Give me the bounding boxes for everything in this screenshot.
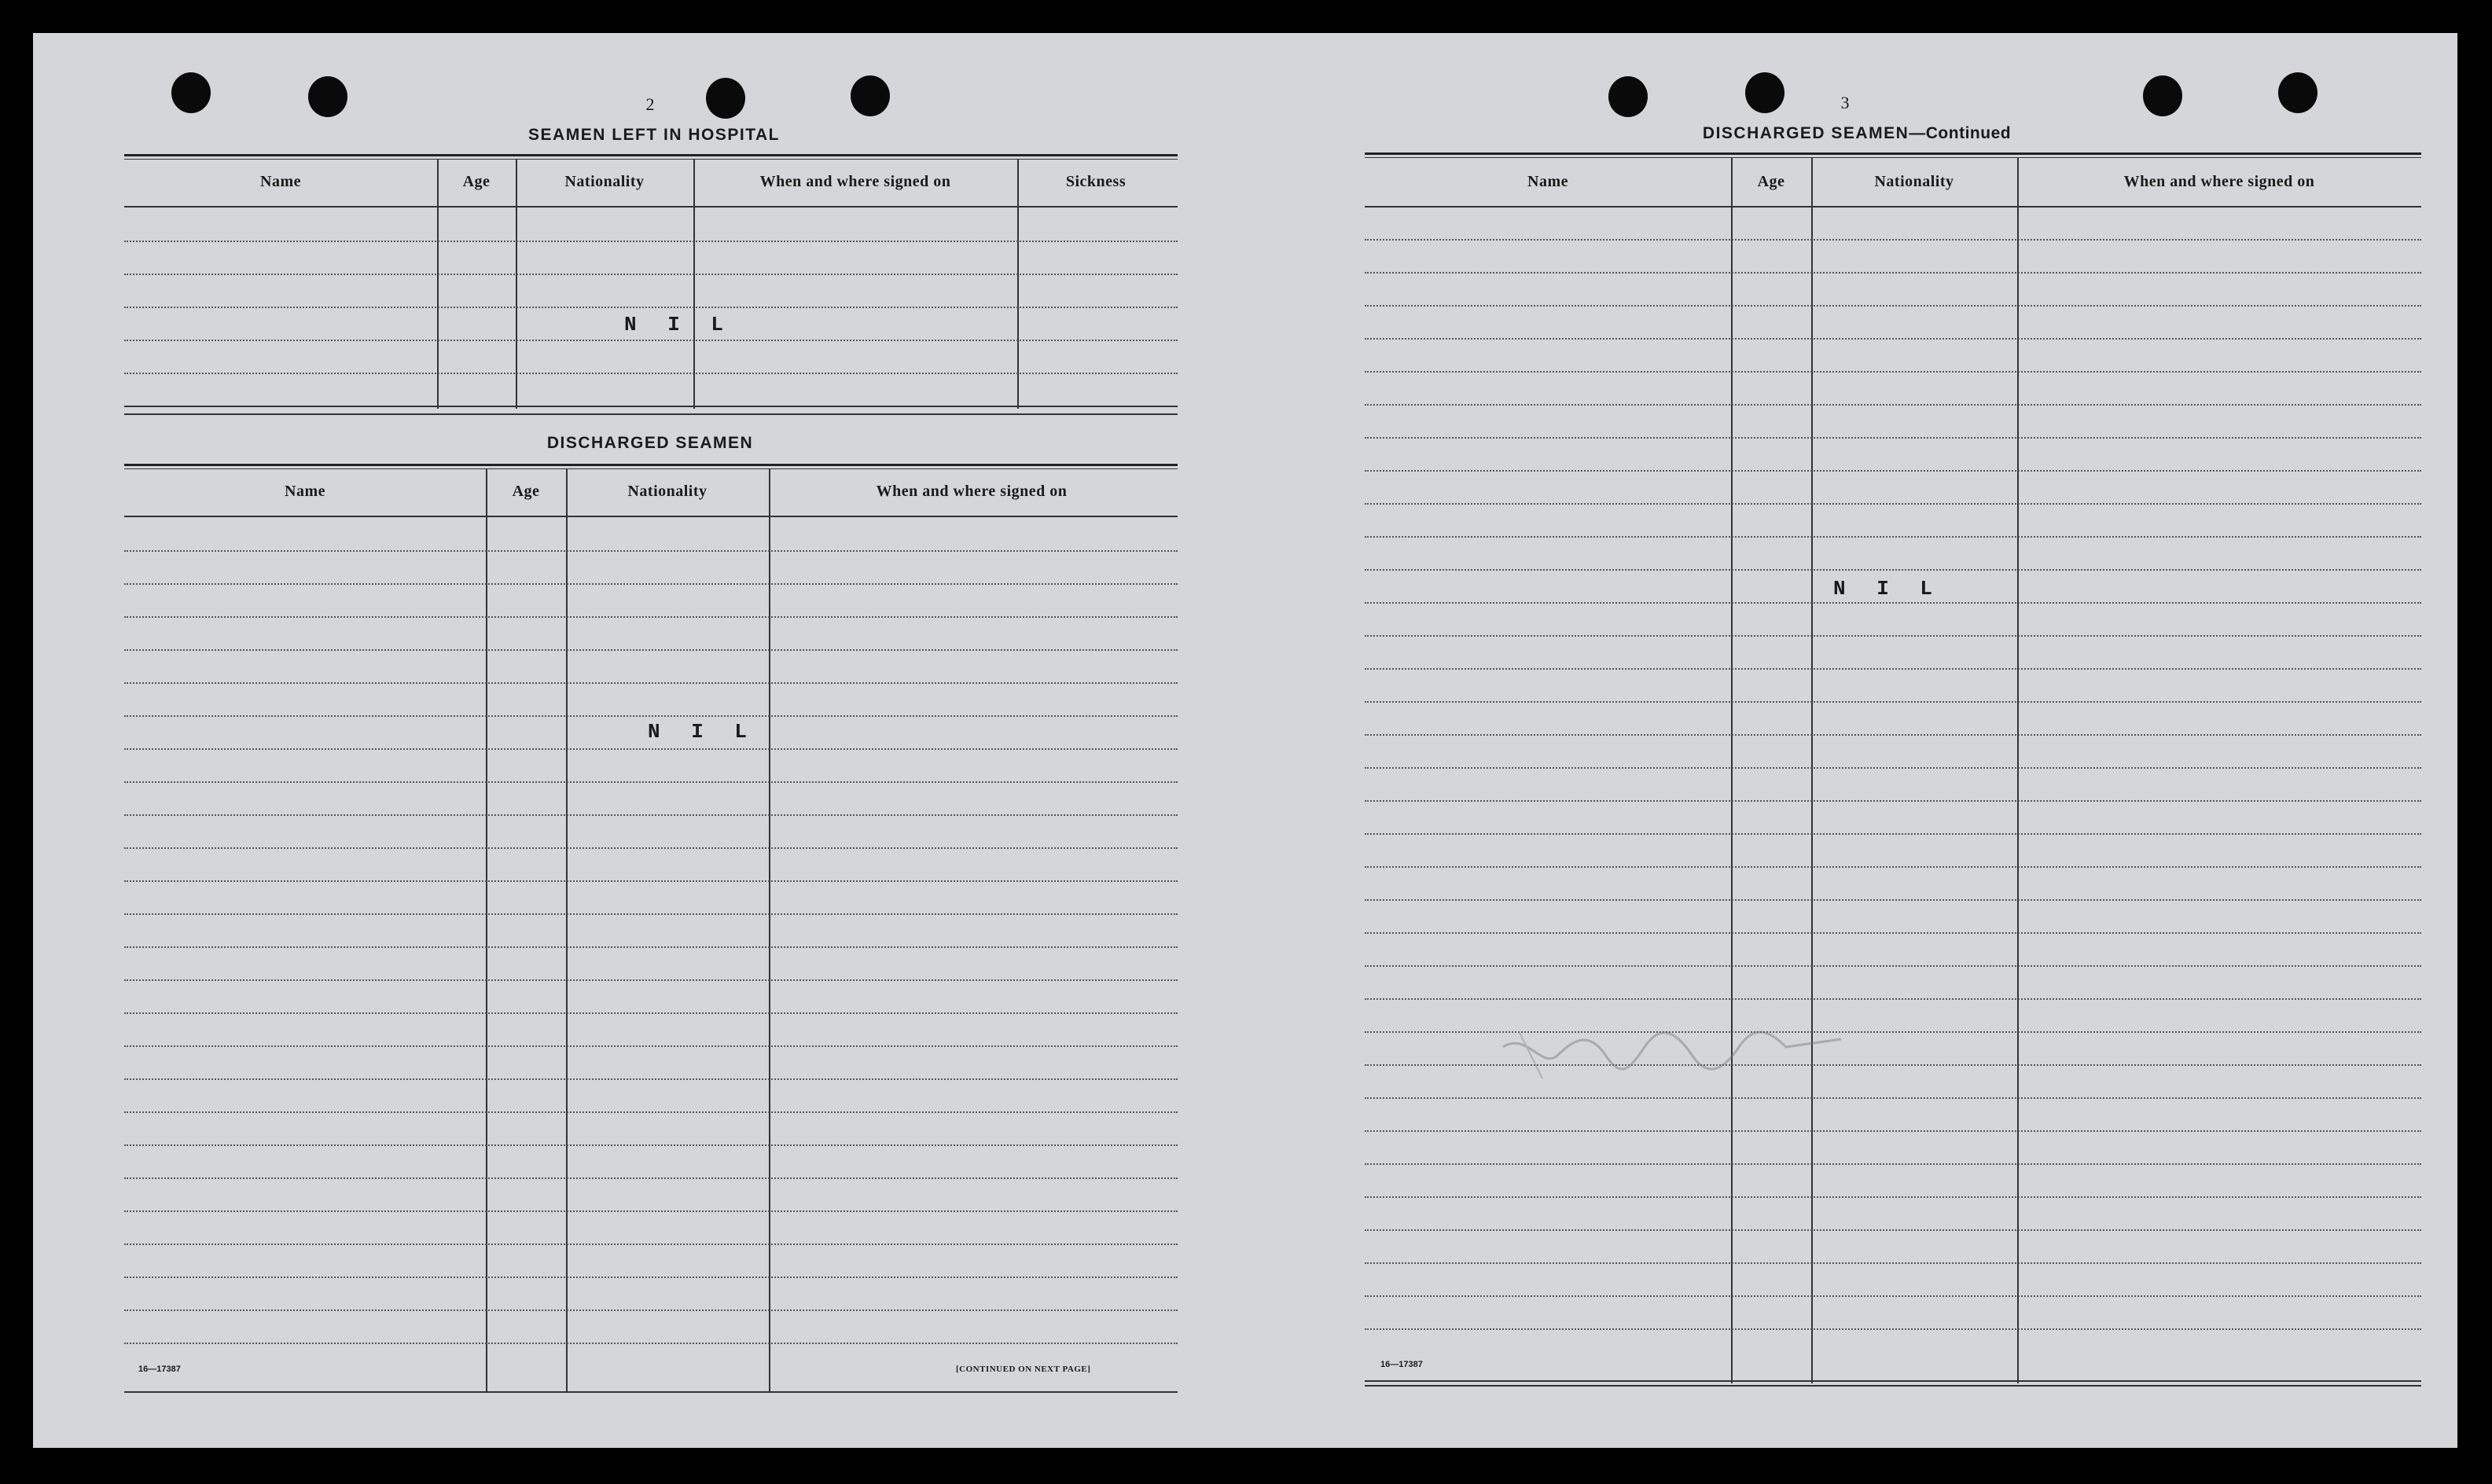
column-header-age: Age — [512, 483, 540, 500]
column-header-name: Name — [285, 483, 325, 500]
column-header-age: Age — [462, 173, 491, 190]
hospital-table — [124, 154, 1178, 453]
hospital-section-title: SEAMEN LEFT IN HOSPITAL — [528, 126, 780, 144]
column-header-nationality: Nationality — [564, 173, 645, 190]
right-page — [1244, 33, 2457, 1448]
left-page — [33, 33, 1244, 1448]
column-header-signed-on: When and where signed on — [2123, 173, 2315, 190]
column-header-signed-on: When and where signed on — [876, 483, 1068, 500]
discharged-section-title: DISCHARGED SEAMEN — [546, 434, 754, 452]
column-header-sickness: Sickness — [1065, 173, 1127, 190]
discharged-continued-title — [1621, 124, 2093, 143]
column-header-age: Age — [1757, 173, 1785, 190]
column-header-nationality: Nationality — [1874, 173, 1954, 190]
form-number: 16—17387 — [138, 1365, 181, 1374]
discharged-table — [124, 464, 1178, 1396]
form-number: 16—17387 — [1380, 1360, 1423, 1369]
column-header-signed-on: When and where signed on — [759, 173, 951, 190]
nil-entry: N I L — [1833, 577, 1943, 601]
page-number: 3 — [1840, 93, 1850, 112]
title-main: DISCHARGED SEAMEN — [1702, 124, 1909, 142]
discharged-continued-table — [1365, 152, 2421, 1387]
column-header-name: Name — [260, 173, 301, 190]
document-sheet — [33, 33, 2457, 1448]
column-header-name: Name — [1527, 173, 1568, 190]
nil-entry: N I L — [624, 313, 733, 336]
nil-entry: N I L — [648, 720, 757, 744]
continued-note: [CONTINUED ON NEXT PAGE] — [956, 1365, 1091, 1374]
title-suffix: —Continued — [1909, 124, 2012, 142]
bleed-through-signature — [1495, 1000, 1857, 1086]
column-header-nationality: Nationality — [627, 483, 708, 500]
page-number: 2 — [645, 94, 655, 114]
